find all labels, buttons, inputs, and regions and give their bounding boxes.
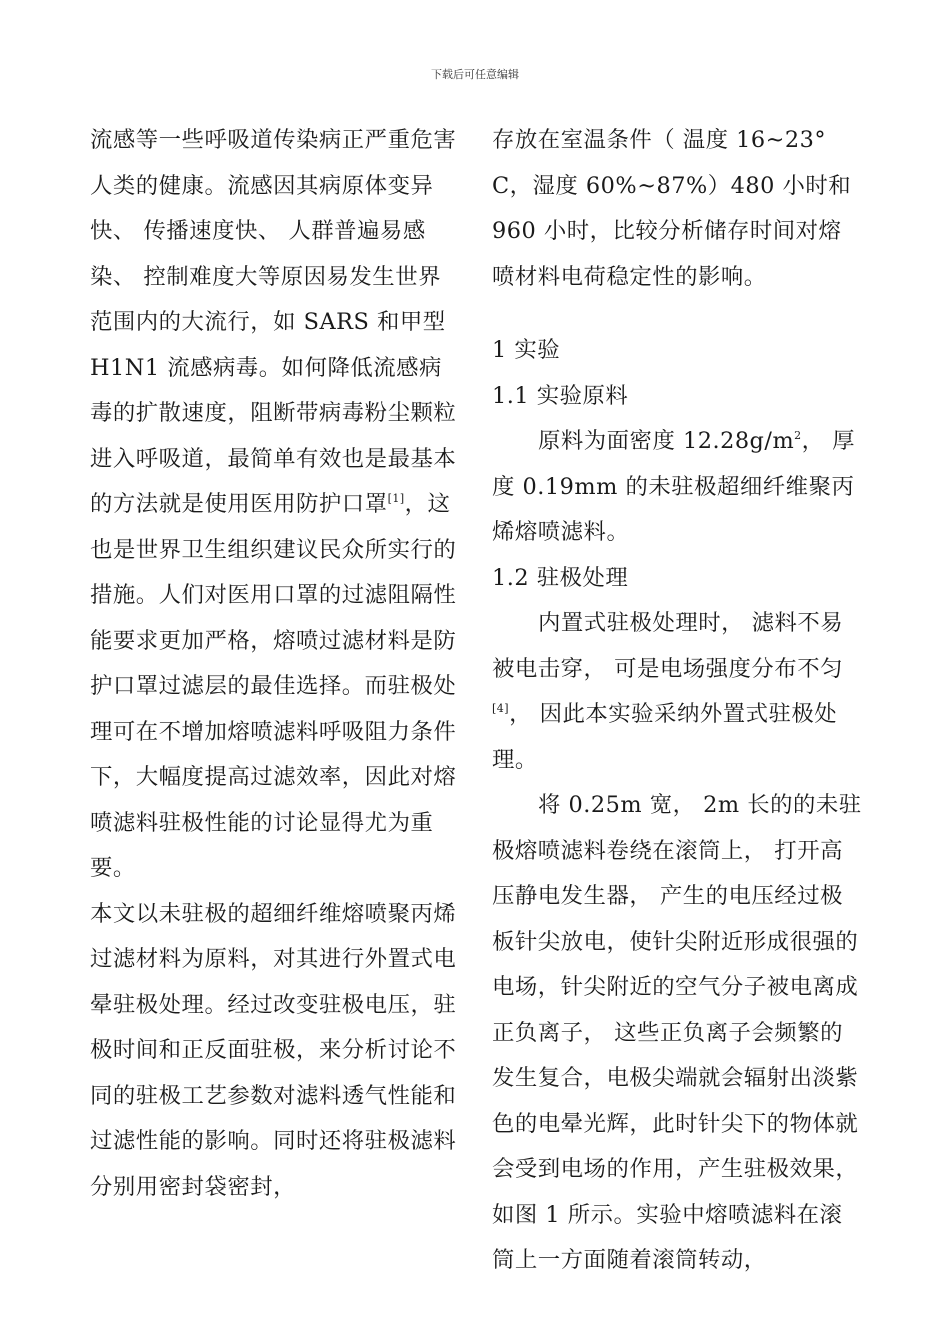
intro-text-a: 流感等一些呼吸道传染病正严重危害人类的健康。流感因其病原体变异快、 传播速度快、 人群普遍易感染、 控制难度大等原因易发生世界范围内的大流行，如 SARS 和甲型 H1N1 流感病毒。如何降低流感病毒的扩散速度，阻断带病毒粉尘颗粒进入呼吸道，最简单有效也是最基本的方法就是使用医用防护口罩 [90, 127, 457, 517]
scope-paragraph: 本文以未驻极的超细纤维熔喷聚丙烯过滤材料为原料，对其进行外置式电晕驻极处理。经过改变驻极电压，驻极时间和正反面驻极，来分析讨论不同的驻极工艺参数对滤料透气性能和过滤性能的影响。同时还将驻极滤料分别用密封袋密封， [90, 900, 457, 1200]
right-column [492, 118, 864, 1284]
left-column [90, 118, 462, 1210]
electret-text-a: 内置式驻极处理时， 滤料不易被电击穿， 可是电场强度分布不匀 [492, 610, 844, 682]
electret-text-b: ， 因此本实验采纳外置式驻极处理。 [492, 701, 838, 773]
intro-paragraph [90, 118, 462, 892]
citation-1: [1] [387, 492, 405, 505]
subsection-heading-materials: 1.1 实验原料 [492, 382, 629, 409]
citation-4: [4] [492, 702, 510, 715]
subsection-heading-electret: 1.2 驻极处理 [492, 564, 629, 591]
section-heading-experiment: 1 实验 [492, 337, 561, 363]
materials-paragraph [492, 419, 864, 556]
electret-paragraph [492, 601, 864, 783]
materials-text-b: ， 厚度 0.19mm 的未驻极超细纤维聚丙烯熔喷滤料。 [492, 428, 856, 545]
unit-superscript: 2 [794, 429, 802, 442]
procedure-paragraph: 将 0.25m 宽， 2m 长的的未驻极熔喷滤料卷绕在滚筒上， 打开高压静电发生器， 产生的电压经过极板针尖放电，使针尖附近形成很强的电场，针尖附近的空气分子被电离成正负离子， 这些正负离子会频繁的发生复合，电极尖端就会辐射出淡紫色的电晕光辉，此时针尖下的物体就会受到电场的作用，产生驻极效果， 如图 1 所示。实验中熔喷滤料在滚筒上一方面随着滚筒转动， [492, 792, 862, 1273]
intro-text-b: ，这也是世界卫生组织建议民众所实行的措施。人们对医用口罩的过滤阻隔性能要求更加严格，熔喷过滤材料是防护口罩过滤层的最佳选择。而驻极处理可在不增加熔喷滤料呼吸阻力条件下，大幅度提高过滤效率，因此对熔喷滤料驻极性能的讨论显得尤为重要。 [90, 491, 457, 881]
storage-paragraph: 存放在室温条件（ 温度 16~23° C，湿度 60%~87%）480 小时和 960 小时，比较分析储存时间对熔喷材料电荷稳定性的影响。 [492, 127, 852, 290]
materials-text-a: 原料为面密度 12.28g/m [538, 428, 795, 454]
page-header: 下载后可任意编辑 [431, 68, 519, 81]
